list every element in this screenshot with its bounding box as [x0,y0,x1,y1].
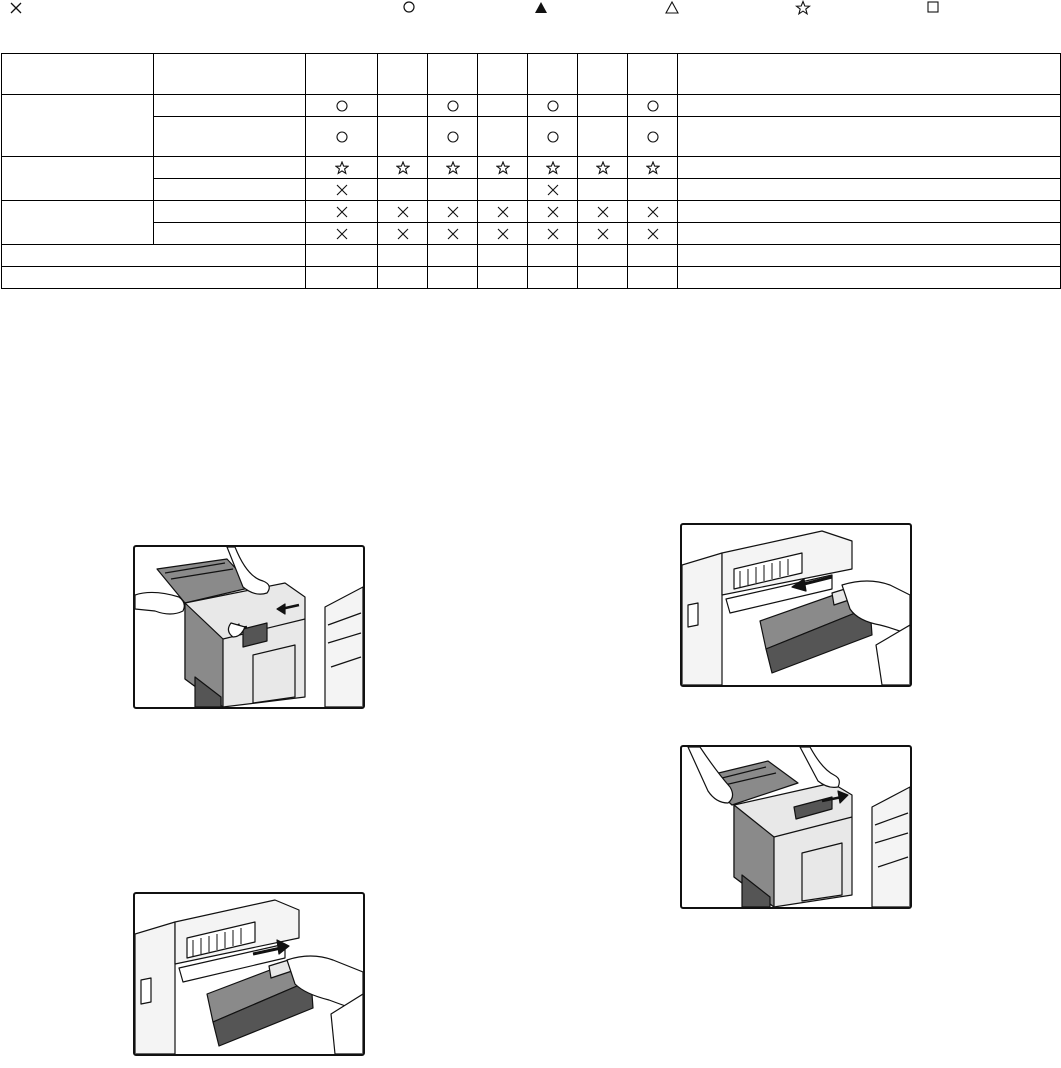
outline-triangle-mark-icon [664,0,680,16]
header-cell [628,54,678,95]
mark-cell [478,245,528,267]
paper-pass-push-illustration [682,525,910,685]
mark-cell [428,201,478,223]
mark-cell [378,267,428,289]
cross-mark-icon [396,227,410,241]
mark-cell [528,245,578,267]
figure-pushing-unit [680,523,912,687]
mark-cell [628,179,678,201]
table-row [2,223,1061,245]
remarks-cell [678,245,1061,267]
mark-cell [578,223,628,245]
table-row [2,95,1061,117]
cross-mark-icon [546,227,560,241]
table-row [2,201,1061,223]
cross-mark-icon [335,205,349,219]
mark-cell [578,179,628,201]
figure-closing-finisher [133,545,365,709]
mark-cell [578,95,628,117]
mark-cell [428,267,478,289]
mark-cell [378,223,428,245]
filled-triangle-mark-icon [533,0,549,16]
circle-mark-icon [546,130,560,144]
mark-cell [428,95,478,117]
mark-cell [628,223,678,245]
mark-cell [578,157,628,179]
mark-cell [628,267,678,289]
mark-cell [628,245,678,267]
mark-cell [306,245,378,267]
mark-cell [478,223,528,245]
mark-cell [306,179,378,201]
sub-label-cell [154,95,306,117]
circle-mark-icon [446,99,460,113]
mark-cell [428,245,478,267]
cross-mark-icon [335,183,349,197]
mark-cell [378,179,428,201]
header-cell [154,54,306,95]
circle-mark-icon [401,0,417,16]
table-row [2,157,1061,179]
figure-opening-finisher [680,745,912,909]
sub-label-cell [154,157,306,179]
mark-cell [306,95,378,117]
circle-mark-icon [335,99,349,113]
star-mark-icon [446,161,460,175]
circle-mark-icon [335,130,349,144]
cross-mark-icon [446,205,460,219]
mark-cell [478,95,528,117]
mark-cell [528,157,578,179]
mark-cell [628,117,678,157]
cross-mark-icon [446,227,460,241]
circle-mark-icon [646,130,660,144]
star-mark-icon [596,161,610,175]
mark-cell [628,95,678,117]
mark-cell [578,267,628,289]
header-cell [2,54,154,95]
mark-cell [478,201,528,223]
remarks-cell [678,117,1061,157]
header-cell [428,54,478,95]
table-row [2,245,1061,267]
cross-mark-icon [596,205,610,219]
header-cell [678,54,1061,95]
cross-mark-icon [546,183,560,197]
mark-cell [478,157,528,179]
finisher-open-illustration [682,747,910,907]
header-cell [306,54,378,95]
mark-cell [478,117,528,157]
group-label-cell [2,201,154,245]
mark-cell [306,201,378,223]
mark-cell [628,157,678,179]
mark-cell [378,117,428,157]
star-mark-icon [795,0,811,16]
mark-cell [378,157,428,179]
table-row [2,179,1061,201]
table-row [2,267,1061,289]
cross-mark-icon [496,227,510,241]
mark-cell [528,201,578,223]
circle-mark-icon [646,99,660,113]
header-cell [378,54,428,95]
mark-cell [378,201,428,223]
sub-label-cell [154,223,306,245]
mark-cell [578,245,628,267]
circle-mark-icon [546,99,560,113]
mark-cell [528,223,578,245]
cross-mark-icon [335,227,349,241]
cross-mark-icon [396,205,410,219]
sub-label-cell [154,201,306,223]
star-mark-icon [496,161,510,175]
sub-label-cell [154,117,306,157]
mark-cell [528,179,578,201]
item-label-cell [2,267,306,289]
cross-mark-icon [646,227,660,241]
mark-cell [578,201,628,223]
cross-mark-icon [8,0,24,16]
header-cell [578,54,628,95]
star-mark-icon [396,161,410,175]
table-header-row [2,54,1061,95]
remarks-cell [678,157,1061,179]
remarks-cell [678,95,1061,117]
mark-cell [306,117,378,157]
star-mark-icon [546,161,560,175]
table-row [2,117,1061,157]
mark-cell [478,267,528,289]
paper-pass-pull-illustration [135,894,363,1054]
mark-cell [528,117,578,157]
circle-mark-icon [446,130,460,144]
cross-mark-icon [496,205,510,219]
mark-cell [428,157,478,179]
mark-cell [528,267,578,289]
group-label-cell [2,95,154,157]
cross-mark-icon [646,205,660,219]
mark-cell [428,179,478,201]
header-cell [528,54,578,95]
mark-cell [378,245,428,267]
sub-label-cell [154,179,306,201]
mark-cell [478,179,528,201]
cross-mark-icon [596,227,610,241]
remarks-cell [678,223,1061,245]
cross-mark-icon [546,205,560,219]
remarks-cell [678,179,1061,201]
star-mark-icon [646,161,660,175]
mark-cell [306,267,378,289]
mark-cell [306,157,378,179]
header-cell [478,54,528,95]
mark-cell [306,223,378,245]
mark-cell [428,117,478,157]
mark-cell [628,201,678,223]
figure-pulling-unit [133,892,365,1056]
mark-cell [428,223,478,245]
item-label-cell [2,245,306,267]
mark-cell [378,95,428,117]
symbol-legend [0,0,1061,20]
remarks-cell [678,201,1061,223]
group-label-cell [2,157,154,201]
star-mark-icon [335,161,349,175]
mark-cell [528,95,578,117]
finisher-illustration [135,547,363,707]
compatibility-table [1,53,1061,289]
mark-cell [578,117,628,157]
square-mark-icon [925,0,941,16]
remarks-cell [678,267,1061,289]
